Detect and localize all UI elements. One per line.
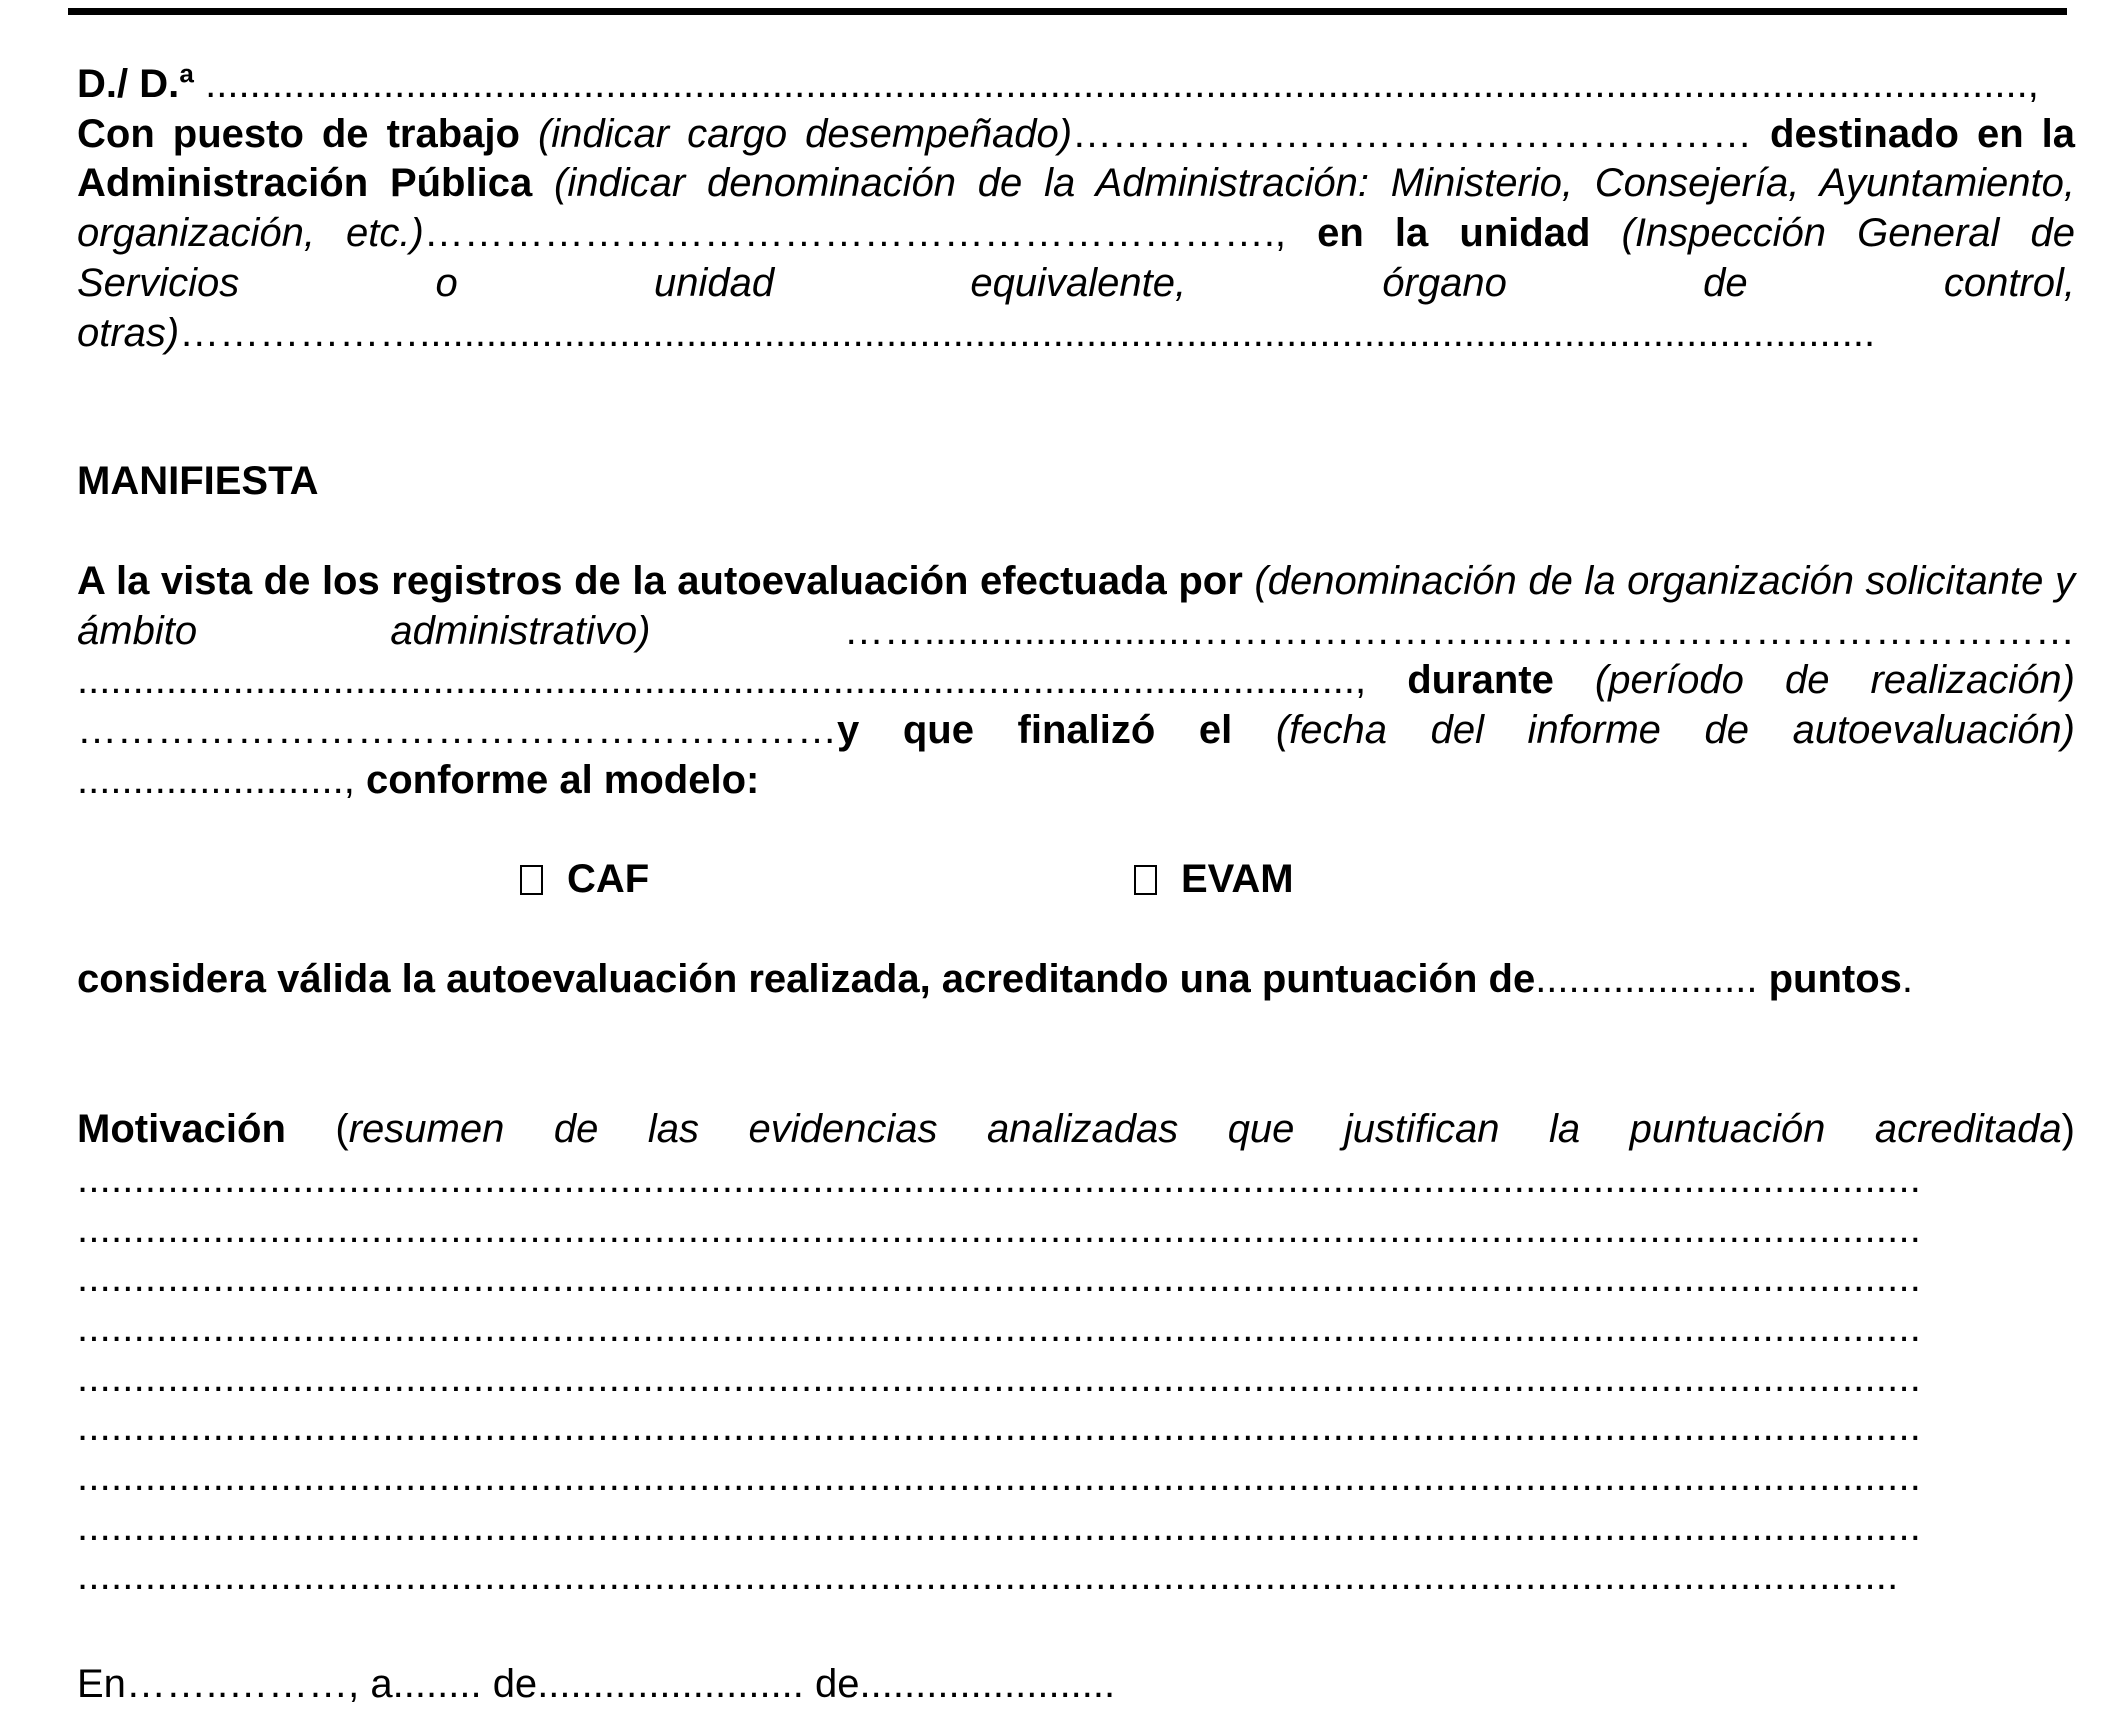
de-label-1: de [492,1662,538,1707]
motivacion-field-line[interactable]: ................................................................................................................................................................. [77,1554,1899,1599]
modelo-options [77,855,2075,905]
organizacion-field-cont[interactable]: ..................................................................................................................., [77,658,1367,703]
administracion-label: destinado en la Administración Pública [77,111,2076,206]
periodo-field[interactable]: ………………………………………………… [77,708,837,753]
motivacion-heading [77,1105,2075,1155]
motivacion-field-line[interactable]: ................................................................................................................................................................... [77,1455,1922,1500]
checkbox-evam[interactable] [1134,865,1157,895]
unidad-label: en la unidad [1317,211,1591,256]
motivacion-open: ( [335,1107,349,1152]
motivacion-field-line[interactable]: ................................................................................................................................................................... [77,1504,1922,1549]
puesto-paragraph [77,110,2075,359]
considera-label: considera válida la autoevaluación realizada, acreditando una puntuación de [77,957,1536,1002]
motivacion-close: ) [2061,1107,2075,1152]
vista-hint: (denominación de la organización solicitante y ámbito administrativo) [77,558,2075,653]
motivacion-field-line[interactable]: ................................................................................................................................................................... [77,1206,1922,1251]
form-document [77,60,2075,1710]
option-caf[interactable] [520,855,649,905]
manifiesta-heading: MANIFIESTA [77,459,319,504]
considera-line [77,955,2075,1005]
puesto-field[interactable]: …………………………………………… [1072,111,1753,156]
name-line [77,60,2075,110]
option-caf-label: CAF [567,857,650,902]
motivacion-field-line[interactable]: ................................................................................................................................................................... [77,1305,1922,1350]
name-label: D./ D.ª [77,62,195,106]
motivacion-field-line[interactable]: ................................................................................................................................................................... [77,1256,1922,1301]
motivacion-lines [77,1155,2075,1602]
modelo-label: conforme al modelo: [365,757,760,802]
motivacion-field-line[interactable]: ................................................................................................................................................................... [77,1355,1922,1400]
en-label: En [77,1662,126,1707]
motivacion-label: Motivación [77,1107,286,1152]
fecha-field[interactable]: ........................, [77,757,355,802]
lugar-fecha-line [77,1660,2075,1710]
finalizo-label: y que finalizó el [837,708,1233,753]
puntuacion-field[interactable]: .................... [1535,957,1758,1002]
lugar-field[interactable]: ……..………, [125,1662,360,1707]
durante-label: durante [1407,658,1554,703]
vista-label: A la vista de los registros de la autoevaluación efectuada por [77,558,1243,603]
administracion-field[interactable]: ………………………………………………………., [423,211,1287,256]
motivacion-hint: resumen de las evidencias analizadas que justifican la puntuación acreditada [348,1107,2062,1152]
name-field[interactable]: ...................................................................................................................................................................., [205,62,2039,106]
option-evam-label: EVAM [1181,857,1294,902]
administracion-hint: (indicar denominación de la Administración: Ministerio, Consejería, Ayuntamiento, organización, etc.) [77,161,2076,256]
organizacion-field[interactable]: ……........................…………………....…………………………………… [843,608,2075,653]
motivacion-field-line[interactable]: ................................................................................................................................................................... [77,1156,1922,1201]
puesto-hint: (indicar cargo desempeñado) [537,111,1073,156]
vista-paragraph [77,557,2075,806]
a-label: a [370,1662,393,1707]
de-label-2: de [815,1662,860,1707]
considera-end: . [1901,957,1914,1002]
top-rule [68,8,2067,15]
mes-field[interactable]: ........................ [537,1662,804,1707]
puntos-label: puntos [1768,957,1902,1002]
unidad-hint: (Inspección General de Servicios o unidad equivalente, órgano de control, otras) [77,211,2075,355]
finalizo-hint: (fecha del informe de autoevaluación) [1275,708,2075,753]
durante-hint: (período de realización) [1594,658,2075,703]
option-evam[interactable] [1134,855,1294,905]
motivacion-field-line[interactable]: ................................................................................................................................................................... [77,1405,1922,1450]
checkbox-caf[interactable] [520,865,543,895]
unidad-field[interactable]: ………………................................................................................................................................... [179,310,1876,355]
puesto-label: Con puesto de trabajo [77,111,520,156]
anio-field[interactable]: ....................... [859,1662,1116,1707]
dia-field[interactable]: ........ [392,1662,482,1707]
